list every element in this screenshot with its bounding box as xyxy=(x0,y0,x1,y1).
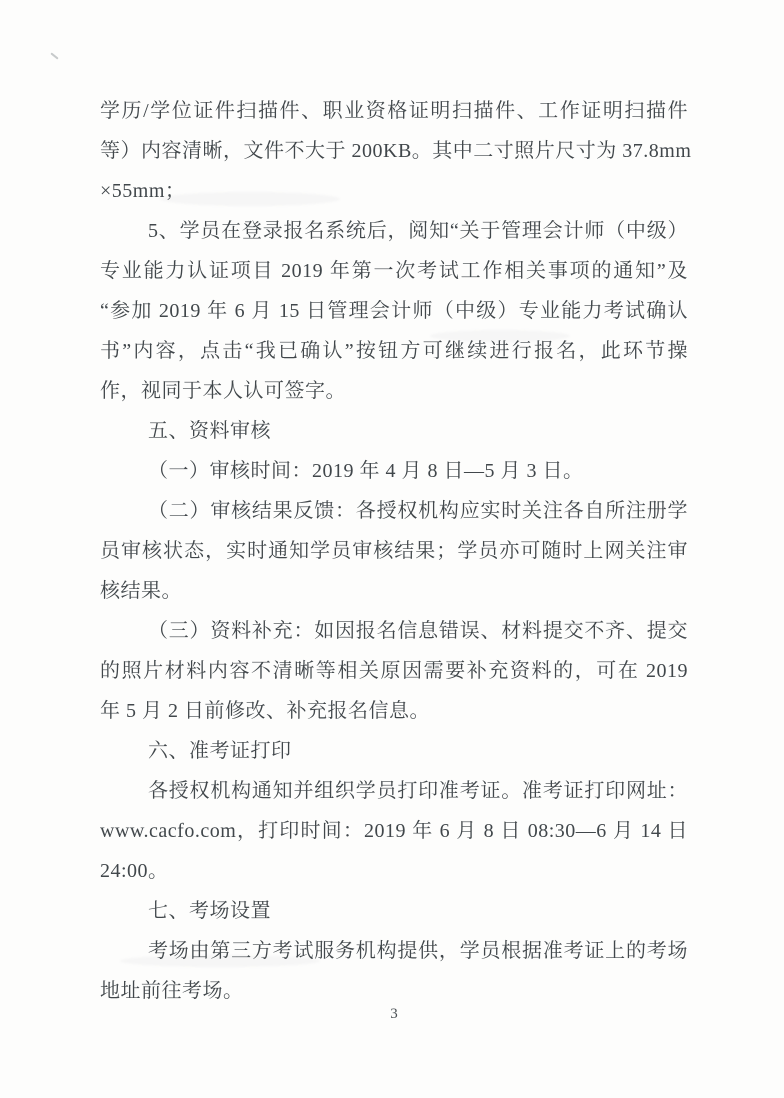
text-line: （一）审核时间：2019 年 4 月 8 日—5 月 3 日。 xyxy=(148,460,584,482)
scan-artifact xyxy=(50,52,58,59)
text-line: 地址前往考场。 xyxy=(100,980,244,1002)
text-line: 等）内容清晰，文件不大于 200KB。其中二寸照片尺寸为 37.8mm xyxy=(100,140,692,162)
text-line: （三）资料补充：如因报名信息错误、材料提交不齐、提交 xyxy=(148,620,688,642)
text-line: 五、资料审核 xyxy=(148,420,271,442)
text-line: 24:00。 xyxy=(100,860,169,882)
text-line: 七、考场设置 xyxy=(148,900,271,922)
text-line: www.cacfo.com，打印时间：2019 年 6 月 8 日 08:30—6 月 14 日 xyxy=(100,820,688,842)
page-number: 3 xyxy=(390,1006,398,1022)
text-line: 5、学员在登录报名系统后，阅知“关于管理会计师（中级） xyxy=(148,220,688,242)
text-line: 年 5 月 2 日前修改、补充报名信息。 xyxy=(100,700,430,722)
text-line: ×55mm； xyxy=(100,180,186,202)
text-line: 六、准考证打印 xyxy=(148,740,292,762)
text-line: 作，视同于本人认可签字。 xyxy=(100,380,346,402)
text-line: 员审核状态，实时通知学员审核结果；学员亦可随时上网关注审 xyxy=(100,540,688,562)
text-line: （二）审核结果反馈：各授权机构应实时关注各自所注册学 xyxy=(148,500,688,522)
document-body xyxy=(100,91,692,1011)
text-line: 考场由第三方考试服务机构提供，学员根据准考证上的考场 xyxy=(148,940,688,962)
text-line: “参加 2019 年 6 月 15 日管理会计师（中级）专业能力考试确认 xyxy=(100,300,688,322)
text-line: 专业能力认证项目 2019 年第一次考试工作相关事项的通知”及 xyxy=(100,260,688,282)
text-line: 各授权机构通知并组织学员打印准考证。准考证打印网址： xyxy=(148,780,688,802)
text-line: 学历/学位证件扫描件、职业资格证明扫描件、工作证明扫描件 xyxy=(100,100,688,122)
text-line: 的照片材料内容不清晰等相关原因需要补充资料的，可在 2019 xyxy=(100,660,688,682)
text-line: 书”内容，点击“我已确认”按钮方可继续进行报名，此环节操 xyxy=(100,340,688,362)
text-line: 核结果。 xyxy=(100,580,182,602)
